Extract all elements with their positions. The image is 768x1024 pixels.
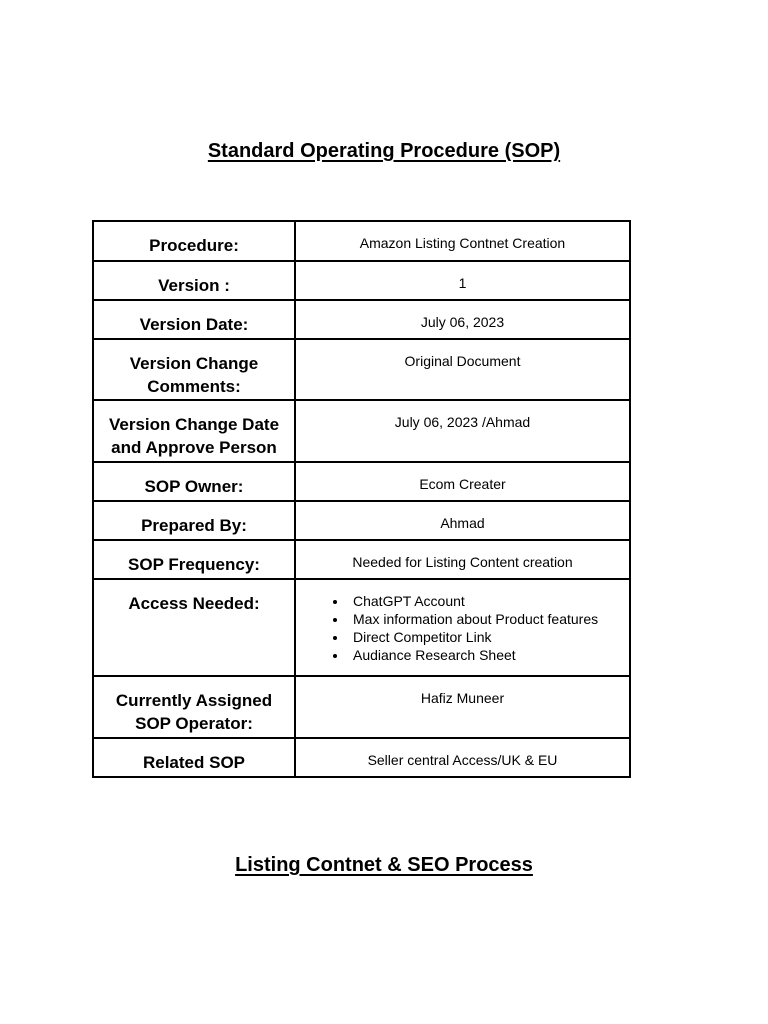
procedure-label: Procedure: <box>149 236 239 255</box>
procedure-value: Amazon Listing Contnet Creation <box>359 235 566 251</box>
version-date-value: July 06, 2023 <box>420 314 505 330</box>
related-sop-value: Seller central Access/UK & EU <box>367 752 558 768</box>
related-sop-label: Related SOP <box>142 753 246 772</box>
row-label-cell <box>93 540 295 579</box>
table-row <box>93 221 630 261</box>
version-label: Version : <box>158 276 230 295</box>
version-change-date-value: July 06, 2023 /Ahmad <box>394 414 531 430</box>
row-value-cell <box>295 462 630 501</box>
version-change-comments-label: Version Change Comments: <box>129 354 259 396</box>
prepared-by-value: Ahmad <box>440 515 485 531</box>
row-label-cell <box>93 339 295 400</box>
row-label-cell <box>93 462 295 501</box>
row-value-cell <box>295 579 630 676</box>
row-label-cell <box>93 221 295 261</box>
prepared-by-label: Prepared By: <box>141 516 247 535</box>
row-label-cell <box>93 261 295 300</box>
row-value-cell <box>295 738 630 777</box>
row-label-cell <box>93 579 295 676</box>
row-label-cell <box>93 300 295 339</box>
row-value-cell <box>295 676 630 738</box>
sop-info-table <box>92 220 631 778</box>
table-row <box>93 540 630 579</box>
list-item: • Direct Competitor Link <box>348 628 629 646</box>
version-change-comments-value: Original Document <box>404 353 521 369</box>
table-row <box>93 261 630 300</box>
row-value-cell <box>295 261 630 300</box>
table-row <box>93 738 630 777</box>
version-date-label: Version Date: <box>139 315 249 334</box>
row-value-cell <box>295 400 630 462</box>
row-label-cell <box>93 738 295 777</box>
row-value-cell <box>295 300 630 339</box>
version-change-date-label: Version Change Date and Approve Person <box>108 415 280 457</box>
row-value-cell <box>295 540 630 579</box>
sop-owner-value: Ecom Creater <box>419 476 506 492</box>
table-row <box>93 400 630 462</box>
document-title: Standard Operating Procedure (SOP) <box>207 140 561 162</box>
table-row <box>93 501 630 540</box>
row-label-cell <box>93 501 295 540</box>
assigned-operator-value: Hafiz Muneer <box>420 690 505 706</box>
sop-owner-label: SOP Owner: <box>144 477 244 496</box>
table-row <box>93 676 630 738</box>
version-value: 1 <box>458 275 467 291</box>
row-label-cell <box>93 676 295 738</box>
row-label-cell <box>93 400 295 462</box>
section-heading: Listing Contnet & SEO Process <box>235 854 533 876</box>
sop-frequency-label: SOP Frequency: <box>128 555 260 574</box>
row-value-cell <box>295 339 630 400</box>
sop-frequency-value: Needed for Listing Content creation <box>352 554 573 570</box>
table-row <box>93 339 630 400</box>
access-needed-label: Access Needed: <box>128 594 260 613</box>
assigned-operator-label: Currently Assigned SOP Operator: <box>115 691 273 733</box>
list-item: • Audiance Research Sheet <box>348 646 629 664</box>
row-value-cell <box>295 501 630 540</box>
access-needed-list <box>296 580 629 664</box>
table-row <box>93 579 630 676</box>
list-item: • ChatGPT Account <box>348 592 629 610</box>
table-row <box>93 300 630 339</box>
row-value-cell <box>295 221 630 261</box>
list-item: • Max information about Product features <box>348 610 629 628</box>
table-row <box>93 462 630 501</box>
